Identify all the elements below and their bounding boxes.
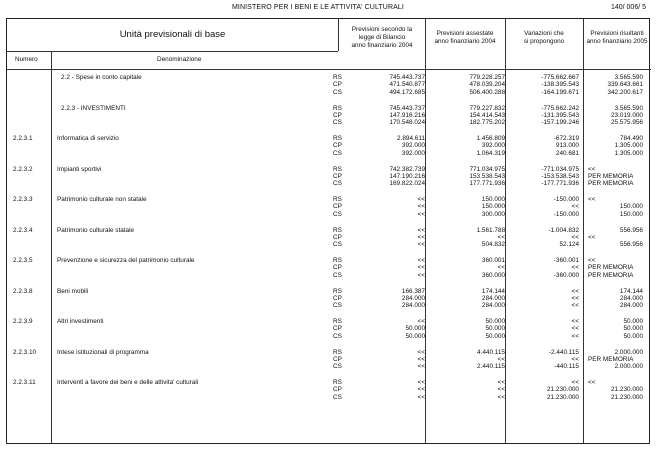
budget-table <box>6 18 650 444</box>
value-assestate-2004: 50.000 <box>485 318 505 325</box>
value-variazioni: << <box>571 264 579 272</box>
value-legge-bilancio-2004: 50.000 <box>405 325 425 333</box>
line-type-code: RS <box>333 104 342 112</box>
line-type-code: RS <box>333 196 342 203</box>
value-assestate-2004: << <box>497 393 505 401</box>
value-risultanti-2005: 3.565.590 <box>614 74 643 81</box>
value-risultanti-2005: 2.000.000 <box>614 348 643 356</box>
value-variazioni: -360.000 <box>553 271 579 279</box>
table-title: Unità previsionali di base <box>119 29 226 40</box>
value-variazioni: << <box>571 332 579 340</box>
value-assestate-2004: 1.561.788 <box>476 226 505 234</box>
value-risultanti-2005: PER MEMORIA <box>588 271 634 279</box>
row-denominazione: 2.2.3 - INVESTIMENTI <box>61 104 126 112</box>
denominazione-header: Denominazione <box>157 56 202 63</box>
value-variazioni: -138.395.543 <box>541 81 579 89</box>
col3-header-line: si propongono <box>523 38 565 45</box>
value-assestate-2004: 1.064.319 <box>476 149 505 157</box>
row-denominazione: Interventi a favore dei beni e delle attivita' culturali <box>57 379 199 386</box>
line-type-code: CS <box>333 363 342 371</box>
document-header <box>0 2 658 14</box>
table-row <box>7 227 651 253</box>
row-denominazione: Prevenzione e sicurezza del patrimonio culturale <box>57 257 195 264</box>
line-type-code: CP <box>333 142 342 150</box>
ministry-title: MINISTERO PER I BENI E LE ATTIVITA' CULTURALI <box>232 4 404 11</box>
value-legge-bilancio-2004: << <box>417 196 425 203</box>
row-denominazione: Informatica di servizio <box>57 135 119 142</box>
value-risultanti-2005: << <box>588 165 596 173</box>
value-assestate-2004: << <box>497 233 505 241</box>
value-variazioni: -177.771.936 <box>541 180 579 188</box>
table-row <box>7 318 651 344</box>
value-legge-bilancio-2004: 471.540.877 <box>389 81 425 89</box>
col2-header <box>427 30 503 46</box>
row-denominazione: Patrimonio culturale statale <box>57 226 135 234</box>
value-assestate-2004: 779.228.257 <box>469 74 505 81</box>
value-assestate-2004: 182.775.202 <box>469 119 505 127</box>
row-number: 2.2.3.11 <box>13 379 36 386</box>
value-assestate-2004: 360.001 <box>481 257 505 264</box>
value-variazioni: -1.004.832 <box>548 226 579 234</box>
value-variazioni: << <box>571 318 579 325</box>
value-variazioni: << <box>571 203 579 211</box>
value-assestate-2004: 177.771.936 <box>469 180 505 188</box>
value-legge-bilancio-2004: 2.894.611 <box>397 135 425 142</box>
table-row <box>7 74 651 100</box>
value-risultanti-2005: 284.000 <box>619 302 643 310</box>
row-denominazione: 2.2 - Spese in conto capitale <box>61 74 142 81</box>
value-risultanti-2005: 50.000 <box>623 318 643 325</box>
line-type-code: CS <box>333 393 342 401</box>
value-assestate-2004: 154.414.543 <box>469 111 505 119</box>
value-legge-bilancio-2004: 169.822.024 <box>389 180 425 188</box>
line-type-code: CP <box>333 264 342 272</box>
line-type-code: CP <box>333 325 342 333</box>
table-row <box>7 257 651 283</box>
value-variazioni: 52.124 <box>559 241 579 249</box>
value-legge-bilancio-2004: 147.916.216 <box>389 111 425 119</box>
value-variazioni: -153.538.543 <box>541 172 579 180</box>
line-type-code: CS <box>333 88 342 96</box>
line-type-code: RS <box>333 74 342 81</box>
value-legge-bilancio-2004: << <box>417 318 425 325</box>
line-type-code: RS <box>333 348 342 356</box>
line-type-code: CP <box>333 233 342 241</box>
row-number: 2.2.3.3 <box>13 196 33 203</box>
value-legge-bilancio-2004: 745.443.737 <box>389 74 425 81</box>
value-legge-bilancio-2004: << <box>417 271 425 279</box>
value-variazioni: << <box>571 355 579 363</box>
row-denominazione: Altri investimenti <box>57 318 104 325</box>
line-type-code: RS <box>333 165 342 173</box>
value-legge-bilancio-2004: << <box>417 386 425 394</box>
value-assestate-2004: 150.000 <box>481 196 505 203</box>
value-assestate-2004: 50.000 <box>485 325 505 333</box>
value-legge-bilancio-2004: << <box>417 257 425 264</box>
value-risultanti-2005: PER MEMORIA <box>588 355 634 363</box>
value-risultanti-2005: 150.000 <box>619 210 643 218</box>
col1-header <box>341 26 423 50</box>
value-variazioni: 21.230.000 <box>547 393 579 401</box>
value-risultanti-2005: 21.230.000 <box>611 386 643 394</box>
value-variazioni: -360.001 <box>553 257 579 264</box>
table-row <box>7 349 651 375</box>
value-legge-bilancio-2004: << <box>417 348 425 356</box>
value-variazioni: -150.000 <box>553 210 579 218</box>
value-legge-bilancio-2004: << <box>417 363 425 371</box>
value-legge-bilancio-2004: 392.000 <box>401 149 425 157</box>
line-type-code: RS <box>333 257 342 264</box>
value-legge-bilancio-2004: 166.387 <box>401 287 425 295</box>
value-risultanti-2005: << <box>588 257 596 264</box>
value-assestate-2004: 150.000 <box>481 203 505 211</box>
value-variazioni: -164.199.671 <box>541 88 579 96</box>
value-assestate-2004: 50.000 <box>485 332 505 340</box>
value-risultanti-2005: 339.643.661 <box>607 81 643 89</box>
line-type-code: CP <box>333 355 342 363</box>
line-type-code: CS <box>333 302 342 310</box>
value-assestate-2004: 300.000 <box>481 210 505 218</box>
value-variazioni: -440.115 <box>554 363 579 371</box>
value-variazioni: -150.000 <box>553 196 579 203</box>
value-variazioni: -157.199.246 <box>541 119 579 127</box>
value-assestate-2004: << <box>497 379 505 386</box>
row-number: 2.2.3.2 <box>13 165 33 173</box>
line-type-code: RS <box>333 226 342 234</box>
line-type-code: RS <box>333 135 342 142</box>
value-legge-bilancio-2004: 745.443.737 <box>389 104 425 112</box>
col2-header-line: anno finanziario 2004 <box>434 38 496 45</box>
line-type-code: RS <box>333 379 342 386</box>
col1-header-line: Previsioni secondo la <box>351 26 413 33</box>
value-legge-bilancio-2004: 170.548.024 <box>389 119 425 127</box>
value-risultanti-2005: 556.956 <box>619 226 643 234</box>
value-variazioni: << <box>571 379 579 386</box>
value-risultanti-2005: << <box>588 196 596 203</box>
value-risultanti-2005: << <box>588 379 596 386</box>
line-type-code: CS <box>333 180 342 188</box>
value-variazioni: -771.034.975 <box>541 165 579 173</box>
value-risultanti-2005: PER MEMORIA <box>588 264 634 272</box>
value-assestate-2004: 174.144 <box>481 287 505 295</box>
value-legge-bilancio-2004: << <box>417 379 425 386</box>
value-risultanti-2005: 342.200.617 <box>607 88 643 96</box>
value-risultanti-2005: 50.000 <box>623 332 643 340</box>
value-assestate-2004: 392.000 <box>481 142 505 150</box>
value-variazioni: << <box>571 325 579 333</box>
value-variazioni: -775.662.242 <box>541 104 579 112</box>
value-variazioni: << <box>571 302 579 310</box>
col4-header-line: anno finanziario 2005 <box>586 38 648 45</box>
line-type-code: RS <box>333 318 342 325</box>
value-assestate-2004: 1.456.809 <box>476 135 505 142</box>
value-assestate-2004: 478.039.204 <box>469 81 505 89</box>
value-risultanti-2005: 25.575.956 <box>611 119 643 127</box>
value-risultanti-2005: 3.565.590 <box>614 104 643 112</box>
value-risultanti-2005: PER MEMORIA <box>588 180 634 188</box>
header-divider <box>338 19 339 51</box>
row-number: 2.2.3.1 <box>13 135 33 142</box>
value-legge-bilancio-2004: 742.382.739 <box>389 165 425 173</box>
value-legge-bilancio-2004: << <box>417 393 425 401</box>
line-type-code: CP <box>333 172 342 180</box>
value-assestate-2004: << <box>497 386 505 394</box>
table-row <box>7 379 651 405</box>
row-denominazione: Beni mobili <box>57 287 89 295</box>
value-risultanti-2005: 21.230.000 <box>611 393 643 401</box>
value-variazioni: 913.000 <box>555 142 579 150</box>
value-assestate-2004: 360.000 <box>481 271 505 279</box>
value-legge-bilancio-2004: << <box>417 210 425 218</box>
row-number: 2.2.3.9 <box>13 318 33 325</box>
value-risultanti-2005: 1.305.000 <box>614 142 643 150</box>
header-subrule <box>7 51 338 52</box>
value-assestate-2004: 153.538.543 <box>469 172 505 180</box>
table-row <box>7 166 651 192</box>
value-variazioni: -672.319 <box>553 135 579 142</box>
value-risultanti-2005: 150.000 <box>619 203 643 211</box>
col2-header-line: Previsioni assestate <box>436 30 494 37</box>
value-legge-bilancio-2004: 392.000 <box>401 142 425 150</box>
value-variazioni: << <box>571 294 579 302</box>
value-assestate-2004: << <box>497 264 505 272</box>
value-legge-bilancio-2004: 284.000 <box>401 294 425 302</box>
line-type-code: RS <box>333 287 342 295</box>
line-type-code: CP <box>333 203 342 211</box>
value-assestate-2004: 504.832 <box>481 241 505 249</box>
value-assestate-2004: 506.400.288 <box>469 88 505 96</box>
value-legge-bilancio-2004: << <box>417 241 425 249</box>
value-legge-bilancio-2004: 494.172.685 <box>389 88 425 96</box>
page-reference: 140/ 006/ 5 <box>610 4 646 11</box>
numero-header: Numero <box>15 56 38 63</box>
line-type-code: CP <box>333 111 342 119</box>
value-assestate-2004: 779.227.832 <box>469 104 505 112</box>
value-variazioni: << <box>571 287 579 295</box>
value-variazioni: -2.440.115 <box>548 348 579 356</box>
col1-header-line: legge di Bilancio <box>358 34 406 41</box>
line-type-code: CS <box>333 119 342 127</box>
value-legge-bilancio-2004: << <box>417 355 425 363</box>
row-number: 2.2.3.5 <box>13 257 33 264</box>
value-variazioni: 21.230.000 <box>547 386 579 394</box>
value-risultanti-2005: 1.305.000 <box>614 149 643 157</box>
col4-header <box>585 30 649 46</box>
line-type-code: CS <box>333 149 342 157</box>
col4-header-line: Previsioni risultanti <box>590 30 644 37</box>
value-variazioni: -131.395.543 <box>541 111 579 119</box>
value-risultanti-2005: 284.000 <box>619 294 643 302</box>
row-denominazione: Intese istituzionali di programma <box>57 348 149 356</box>
line-type-code: CS <box>333 271 342 279</box>
row-denominazione: Impianti sportivi <box>57 165 102 173</box>
col3-header-line: Variazioni che <box>524 30 564 37</box>
value-risultanti-2005: 556.956 <box>619 241 643 249</box>
value-risultanti-2005: 2.000.000 <box>614 363 643 371</box>
value-legge-bilancio-2004: 284.000 <box>401 302 425 310</box>
row-number: 2.2.3.4 <box>13 226 33 234</box>
value-risultanti-2005: 50.000 <box>623 325 643 333</box>
table-row <box>7 288 651 314</box>
row-number: 2.2.3.8 <box>13 287 33 295</box>
value-legge-bilancio-2004: 50.000 <box>405 332 425 340</box>
value-legge-bilancio-2004: << <box>417 233 425 241</box>
value-assestate-2004: 2.440.115 <box>477 363 505 371</box>
value-legge-bilancio-2004: << <box>417 203 425 211</box>
value-assestate-2004: 4.440.115 <box>477 348 505 356</box>
value-risultanti-2005: PER MEMORIA <box>588 172 634 180</box>
value-risultanti-2005: 174.144 <box>619 287 643 295</box>
value-risultanti-2005: 23.019.000 <box>611 111 643 119</box>
value-assestate-2004: 284.000 <box>481 302 505 310</box>
value-legge-bilancio-2004: << <box>417 264 425 272</box>
col3-header <box>507 30 581 46</box>
value-legge-bilancio-2004: 147.190.216 <box>389 172 425 180</box>
line-type-code: CP <box>333 294 342 302</box>
line-type-code: CS <box>333 210 342 218</box>
value-legge-bilancio-2004: << <box>417 226 425 234</box>
value-assestate-2004: << <box>497 355 505 363</box>
line-type-code: CP <box>333 386 342 394</box>
value-variazioni: << <box>571 233 579 241</box>
line-type-code: CS <box>333 332 342 340</box>
row-denominazione: Patrimonio culturale non statale <box>57 196 147 203</box>
value-risultanti-2005: 784.490 <box>619 135 643 142</box>
value-variazioni: -775.662.667 <box>541 74 579 81</box>
line-type-code: CP <box>333 81 342 89</box>
table-row <box>7 196 651 222</box>
table-row <box>7 135 651 161</box>
header-bottom-rule <box>7 69 651 70</box>
value-variazioni: 240.681 <box>555 149 579 157</box>
line-type-code: CS <box>333 241 342 249</box>
table-row <box>7 105 651 131</box>
value-assestate-2004: 771.034.975 <box>469 165 505 173</box>
col1-header-line: anno finanziario 2004 <box>351 42 413 49</box>
row-number: 2.2.3.10 <box>13 348 37 356</box>
value-assestate-2004: 284.000 <box>481 294 505 302</box>
value-risultanti-2005: << <box>588 233 596 241</box>
